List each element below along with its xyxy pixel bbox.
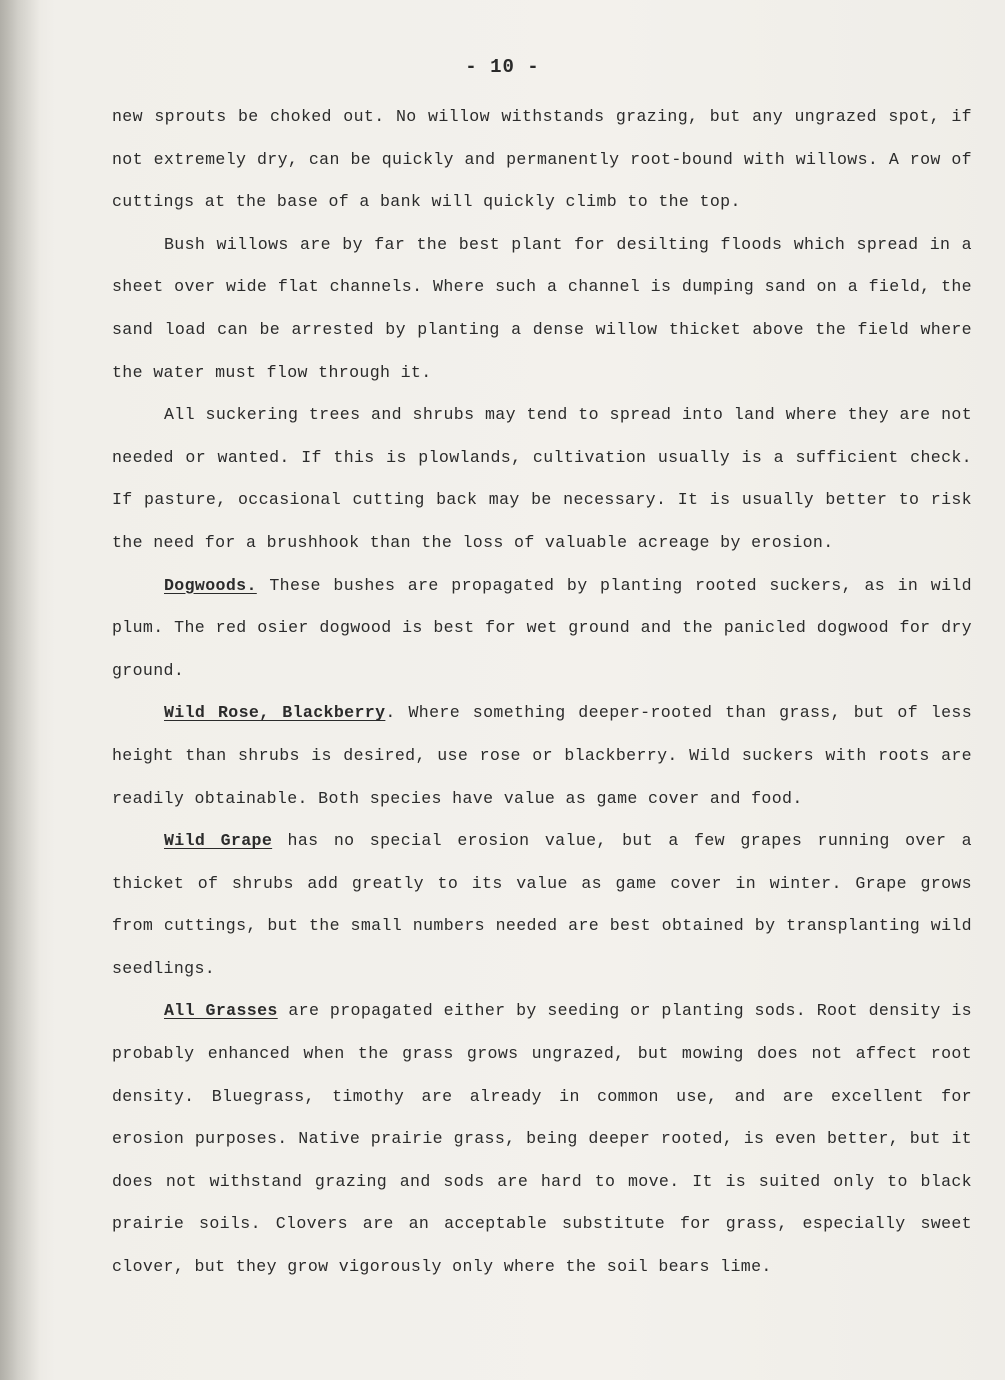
paragraph-all-grasses-text: are propagated either by seeding or planting sods. Root density is probably enhanced when the grass grows ungrazed, but mowing does not affect root density. Bluegrass, timothy are already in common use, and are excellent for erosion purposes. Native prairie grass, being deeper rooted, is even better, but it does not withstand grazing and sods are hard to move. It is suited only to black prairie soils. Clovers are an acceptable substitute for grass, especially sweet clover, but they grow vigorously only where the soil bears lime.: [112, 1001, 972, 1277]
body-text: [112, 96, 972, 1289]
paragraph-wild-rose-text: . Where something deeper-rooted than grass, but of less height than shrubs is desired, use rose or blackberry. Wild suckers with roots are readily obtainable. Both species have value as game cover and food.: [112, 703, 972, 808]
heading-wild-rose-blackberry: Wild Rose, Blackberry: [164, 703, 386, 723]
paragraph-willow-grazing: new sprouts be choked out. No willow withstands grazing, but any ungrazed spot, if not extremely dry, can be quickly and permanently root-bound with willows. A row of cuttings at the base of a bank will quickly climb to the top.: [112, 107, 972, 212]
heading-all-grasses: All Grasses: [164, 1001, 278, 1021]
page-number: - 10 -: [465, 56, 540, 78]
binding-shadow: [0, 0, 40, 1380]
paragraph-dogwoods: [112, 565, 972, 693]
paragraph-wild-grape: [112, 820, 972, 990]
paragraph-suckering-trees: All suckering trees and shrubs may tend to spread into land where they are not needed or wanted. If this is plowlands, cultivation usually is a sufficient check. If pasture, occasional cutting back may be necessary. It is usually better to risk the need for a brushhook than the loss of valuable acreage by erosion.: [112, 405, 972, 552]
paragraph-dogwoods-text: These bushes are propagated by planting rooted suckers, as in wild plum. The red osier dogwood is best for wet ground and the panicled dogwood for dry ground.: [112, 575, 972, 680]
paragraph-wild-rose: [112, 692, 972, 820]
heading-dogwoods: Dogwoods.: [164, 575, 257, 595]
heading-wild-grape: Wild Grape: [164, 831, 273, 851]
paragraph-all-grasses: [112, 990, 972, 1288]
paragraph-bush-willows: Bush willows are by far the best plant for desilting floods which spread in a sheet over wide flat channels. Where such a channel is dumping sand on a field, the sand load can be arrested by planting a dense willow thicket above the field where the water must flow through it.: [112, 234, 972, 382]
paragraph-wild-grape-text: has no special erosion value, but a few grapes running over a thicket of shrubs add greatly to its value as game cover in winter. Grape grows from cuttings, but the small numbers needed are best obtained by transplanting wild seedlings.: [112, 831, 972, 978]
